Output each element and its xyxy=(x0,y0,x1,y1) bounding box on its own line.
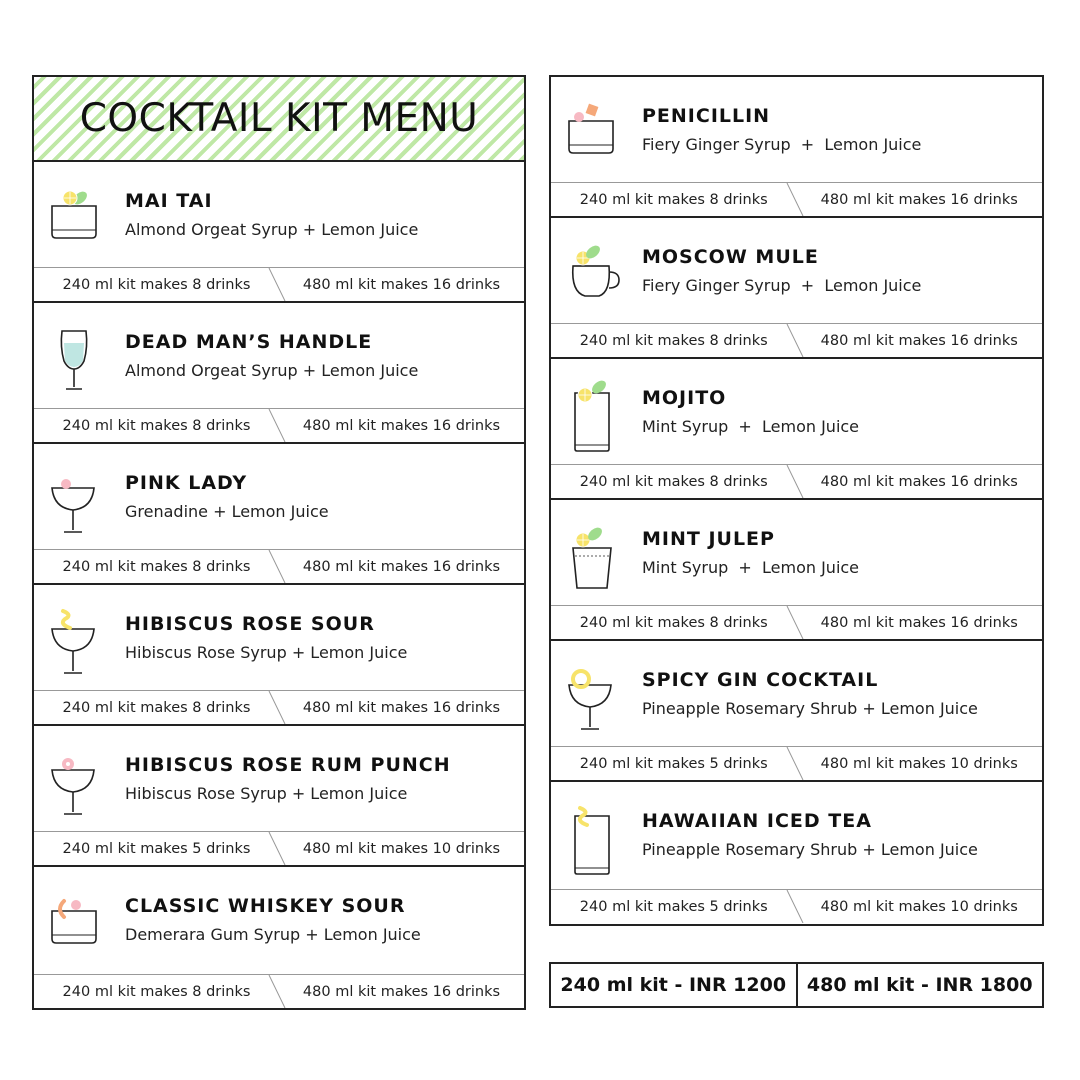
yield-small: 240 ml kit makes 5 drinks xyxy=(579,755,768,772)
julep-cup-mint-icon xyxy=(565,514,625,594)
yield-large: 480 ml kit makes 16 drinks xyxy=(820,614,1018,631)
cocktail-item xyxy=(34,444,524,585)
yield-large: 480 ml kit makes 10 drinks xyxy=(820,755,1018,772)
coupe-glass-flower-icon xyxy=(48,740,108,820)
yield-large: 480 ml kit makes 16 drinks xyxy=(820,191,1018,208)
yield-small: 240 ml kit makes 8 drinks xyxy=(579,191,768,208)
yield-small: 240 ml kit makes 8 drinks xyxy=(62,558,251,575)
menu-title: COCKTAIL KIT MENU xyxy=(79,96,479,141)
hurricane-glass-ice-icon xyxy=(48,317,108,397)
yield-separator xyxy=(785,465,805,498)
rocks-glass-orange-cherry-icon xyxy=(48,881,108,961)
yield-row xyxy=(34,408,524,442)
cocktail-ingredients: Fiery Ginger Syrup + Lemon Juice xyxy=(642,135,922,154)
rocks-glass-lemon-mint-icon xyxy=(48,176,108,256)
price-large-kit: 480 ml kit - INR 1800 xyxy=(796,964,1043,1006)
yield-row xyxy=(34,974,524,1008)
price-box xyxy=(549,962,1044,1008)
yield-row xyxy=(551,746,1042,780)
cocktail-item xyxy=(551,782,1042,923)
yield-separator xyxy=(267,691,287,724)
cocktail-ingredients: Almond Orgeat Syrup + Lemon Juice xyxy=(125,220,419,239)
yield-large: 480 ml kit makes 16 drinks xyxy=(820,473,1018,490)
cocktail-name: CLASSIC WHISKEY SOUR xyxy=(125,895,406,917)
yield-small: 240 ml kit makes 5 drinks xyxy=(62,840,251,857)
yield-separator xyxy=(267,409,287,442)
yield-separator xyxy=(785,324,805,357)
cocktail-item xyxy=(551,218,1042,359)
yield-separator xyxy=(785,606,805,639)
left-menu-column xyxy=(32,75,526,1010)
yield-small: 240 ml kit makes 8 drinks xyxy=(579,332,768,349)
cocktail-name: MOJITO xyxy=(642,387,727,409)
cocktail-name: SPICY GIN COCKTAIL xyxy=(642,669,879,691)
yield-separator xyxy=(267,975,287,1008)
yield-separator xyxy=(267,550,287,583)
highball-glass-mint-icon xyxy=(565,373,625,453)
yield-row xyxy=(34,549,524,583)
yield-large: 480 ml kit makes 16 drinks xyxy=(302,276,501,293)
coupe-glass-cherry-icon xyxy=(48,458,108,538)
yield-row xyxy=(34,690,524,724)
cocktail-ingredients: Fiery Ginger Syrup + Lemon Juice xyxy=(642,276,922,295)
cocktail-ingredients: Mint Syrup + Lemon Juice xyxy=(642,558,860,577)
yield-small: 240 ml kit makes 8 drinks xyxy=(62,699,251,716)
yield-large: 480 ml kit makes 16 drinks xyxy=(302,983,501,1000)
cocktail-name: HAWAIIAN ICED TEA xyxy=(642,810,872,832)
yield-separator xyxy=(785,890,805,923)
rocks-glass-ginger-cherry-icon xyxy=(565,91,625,171)
menu-header xyxy=(34,77,524,162)
cocktail-name: MOSCOW MULE xyxy=(642,246,819,268)
cocktail-ingredients: Mint Syrup + Lemon Juice xyxy=(642,417,860,436)
yield-small: 240 ml kit makes 8 drinks xyxy=(62,983,251,1000)
copper-mug-icon xyxy=(565,232,625,312)
cocktail-item xyxy=(551,500,1042,641)
cocktail-name: MINT JULEP xyxy=(642,528,775,550)
yield-large: 480 ml kit makes 16 drinks xyxy=(820,332,1018,349)
cocktail-name: HIBISCUS ROSE SOUR xyxy=(125,613,375,635)
cocktail-name: DEAD MAN’S HANDLE xyxy=(125,331,373,353)
yield-row xyxy=(551,182,1042,216)
cocktail-name: PENICILLIN xyxy=(642,105,771,127)
yield-small: 240 ml kit makes 8 drinks xyxy=(62,276,251,293)
cocktail-ingredients: Pineapple Rosemary Shrub + Lemon Juice xyxy=(642,840,978,859)
yield-row xyxy=(551,464,1042,498)
yield-large: 480 ml kit makes 16 drinks xyxy=(302,558,501,575)
cocktail-ingredients: Hibiscus Rose Syrup + Lemon Juice xyxy=(125,784,408,803)
price-small-kit: 240 ml kit - INR 1200 xyxy=(560,974,787,996)
cocktail-item xyxy=(34,585,524,726)
cocktail-item xyxy=(34,726,524,867)
yield-row xyxy=(34,267,524,301)
cocktail-item xyxy=(551,641,1042,782)
coupe-glass-pineapple-icon xyxy=(565,655,625,735)
cocktail-ingredients: Hibiscus Rose Syrup + Lemon Juice xyxy=(125,643,408,662)
yield-large: 480 ml kit makes 10 drinks xyxy=(820,898,1018,915)
cocktail-ingredients: Pineapple Rosemary Shrub + Lemon Juice xyxy=(642,699,978,718)
yield-separator xyxy=(267,832,287,865)
highball-glass-lemon-twist-icon xyxy=(565,796,625,876)
yield-small: 240 ml kit makes 8 drinks xyxy=(579,473,768,490)
cocktail-ingredients: Almond Orgeat Syrup + Lemon Juice xyxy=(125,361,419,380)
cocktail-item xyxy=(551,359,1042,500)
cocktail-item xyxy=(34,303,524,444)
yield-large: 480 ml kit makes 10 drinks xyxy=(302,840,501,857)
cocktail-name: HIBISCUS ROSE RUM PUNCH xyxy=(125,754,451,776)
cocktail-item xyxy=(34,867,524,1008)
cocktail-name: PINK LADY xyxy=(125,472,248,494)
cocktail-item xyxy=(551,77,1042,218)
yield-small: 240 ml kit makes 8 drinks xyxy=(62,417,251,434)
cocktail-ingredients: Demerara Gum Syrup + Lemon Juice xyxy=(125,925,421,944)
yield-large: 480 ml kit makes 16 drinks xyxy=(302,417,501,434)
yield-row xyxy=(34,831,524,865)
coupe-glass-lemon-twist-icon xyxy=(48,599,108,679)
yield-separator xyxy=(785,183,805,216)
yield-small: 240 ml kit makes 5 drinks xyxy=(579,898,768,915)
right-menu-column xyxy=(549,75,1044,926)
yield-large: 480 ml kit makes 16 drinks xyxy=(302,699,501,716)
yield-row xyxy=(551,889,1042,923)
cocktail-name: MAI TAI xyxy=(125,190,213,212)
cocktail-ingredients: Grenadine + Lemon Juice xyxy=(125,502,329,521)
cocktail-item xyxy=(34,162,524,303)
yield-row xyxy=(551,605,1042,639)
yield-separator xyxy=(785,747,805,780)
yield-row xyxy=(551,323,1042,357)
yield-separator xyxy=(267,268,287,301)
yield-small: 240 ml kit makes 8 drinks xyxy=(579,614,768,631)
